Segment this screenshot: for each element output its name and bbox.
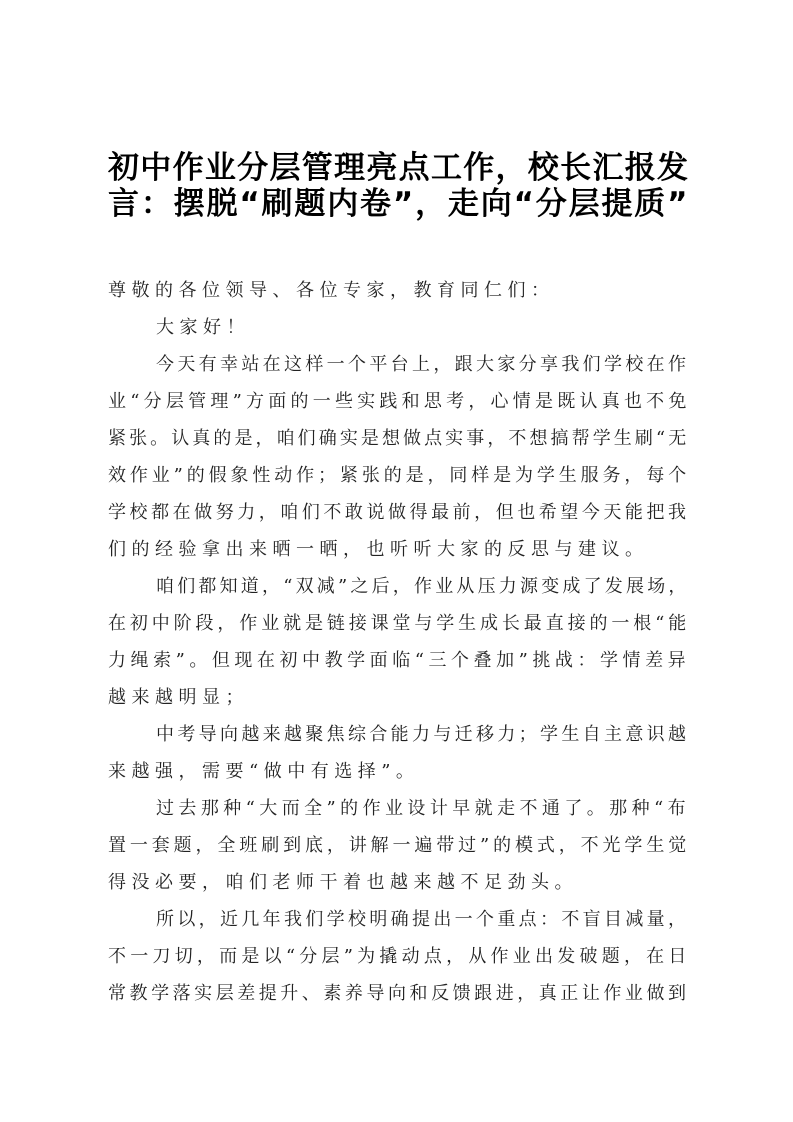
body-text-line: 大家好！ xyxy=(156,317,250,338)
body-text-line: 业“分层管理”方面的一些实践和思考，心情是既认真也不免 xyxy=(108,391,691,412)
body-text-line: 今天有幸站在这样一个平台上，跟大家分享我们学校在作 xyxy=(156,354,690,375)
body-text-line: 置一套题，全班刷到底，讲解一遍带过”的模式，不光学生觉 xyxy=(108,835,691,856)
document-body xyxy=(108,272,691,1012)
body-text-line: 来越强，需要“做中有选择”。 xyxy=(108,761,420,782)
document-title xyxy=(108,150,688,222)
body-text-line: 中考导向越来越聚焦综合能力与迁移力；学生自主意识越 xyxy=(156,724,690,745)
body-text-line: 得没必要，咱们老师干着也越来越不足劲头。 xyxy=(108,872,578,893)
title-line: 初中作业分层管理亮点工作，校长汇报发 xyxy=(108,150,690,186)
body-text-line: 过去那种“大而全”的作业设计早就走不通了。那种“布 xyxy=(156,798,691,819)
body-text-line: 不一刀切，而是以“分层”为撬动点，从作业出发破题，在日 xyxy=(108,946,691,967)
body-text-line: 紧张。认真的是，咱们确实是想做点实事，不想搞帮学生刷“无 xyxy=(108,428,690,449)
body-text-line: 学校都在做努力，咱们不敢说做得最前，但也希望今天能把我 xyxy=(108,502,690,523)
body-text-line: 所以，近几年我们学校明确提出一个重点：不盲目减量， xyxy=(156,909,690,930)
body-text-line: 在初中阶段，作业就是链接课堂与学生成长最直接的一根“能 xyxy=(108,613,691,634)
body-text-line: 常教学落实层差提升、素养导向和反馈跟进，真正让作业做到 xyxy=(108,983,690,1004)
body-text-line: 力绳索”。但现在初中教学面临“三个叠加”挑战：学情差异 xyxy=(108,650,691,671)
body-text-line: 咱们都知道，“双减”之后，作业从压力源变成了发展场， xyxy=(156,576,690,597)
body-text-line: 效作业”的假象性动作；紧张的是，同样是为学生服务，每个 xyxy=(108,465,691,486)
body-text-line: 们的经验拿出来晒一晒，也听听大家的反思与建议。 xyxy=(108,539,649,560)
body-text-line: 越来越明显； xyxy=(108,687,249,708)
title-line: 言：摆脱“刷题内卷”，走向“分层提质” xyxy=(108,186,690,222)
body-text-line: 尊敬的各位领导、各位专家，教育同仁们： xyxy=(108,280,555,301)
